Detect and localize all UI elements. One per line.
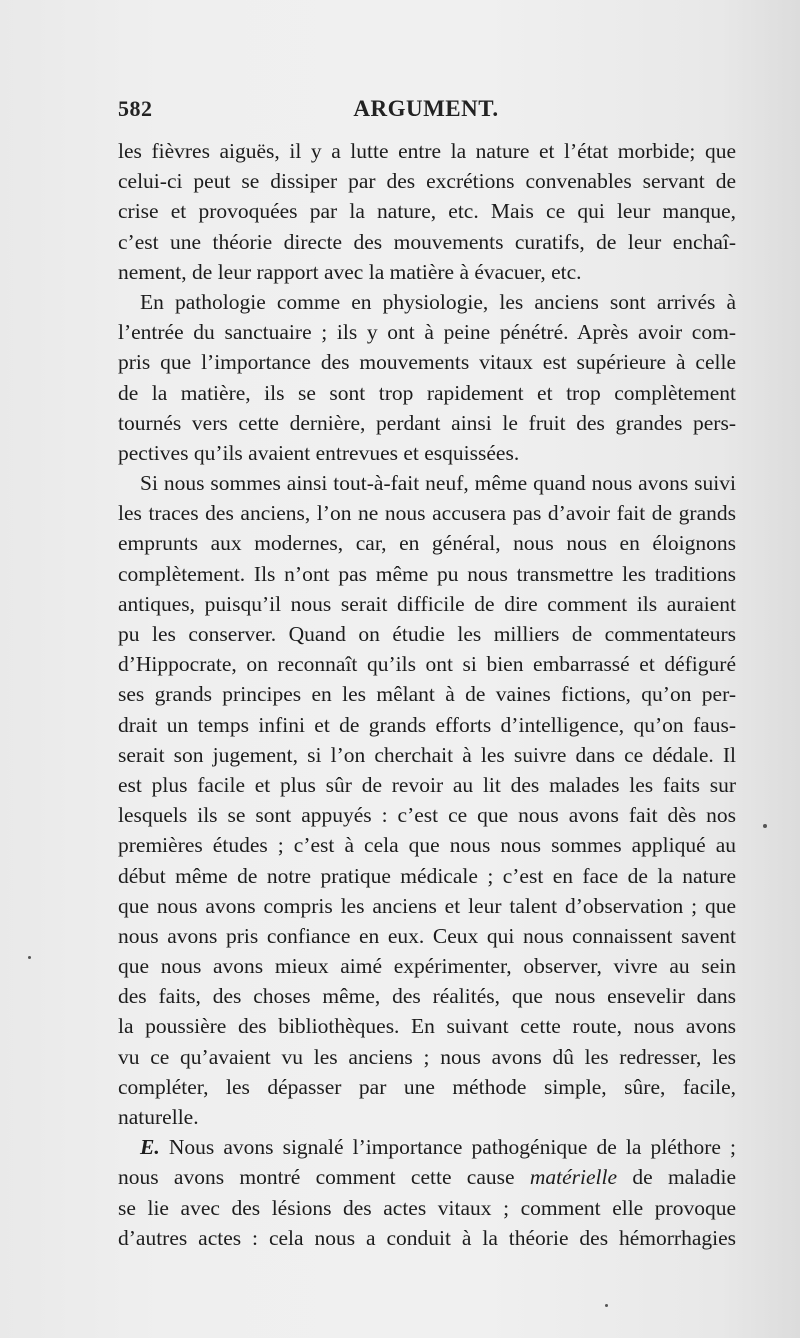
text-line: la poussière des bibliothèques. En suivant cette route, nous avons [118,1014,736,1039]
text-line: ses grands principes en les mêlant à de vaines fictions, qu’on per- [118,682,736,707]
section-label: E. [140,1135,160,1160]
text-line: tournés vers cette dernière, perdant ainsi le fruit des grandes pers- [118,410,736,435]
text-line: emprunts aux modernes, car, en général, nous nous en éloignons [118,531,736,556]
text-line: antiques, puisqu’il nous serait difficile de dire comment ils auraient [118,591,736,616]
text-line: crise et provoquées par la nature, etc. Mais ce qui leur manque, [118,199,736,224]
text-line: drait un temps infini et de grands efforts d’intelligence, qu’on faus- [118,712,736,737]
body-text [118,136,736,1253]
running-title: ARGUMENT. [353,96,499,121]
text-line: lesquels ils se sont appuyés : c’est ce que nous avons fait dès nos [118,803,736,828]
paper-speck [28,956,31,959]
text-line: c’est une théorie directe des mouvements curatifs, de leur enchaî- [118,229,736,254]
text-line: de la matière, ils se sont trop rapidement et trop complètement [118,380,736,405]
emphasis-materielle: matérielle [529,1165,618,1190]
text-line: début même de notre pratique médicale ; c’est en face de la nature [118,863,736,888]
paragraph-e-line [118,1132,736,1162]
paragraph-e-line: d’autres actes : cela nous a conduit à la théorie des hémorrhagies [118,1225,736,1250]
page-number: 582 [118,96,153,121]
text-line: pris que l’importance des mouvements vitaux est supérieure à celle [118,350,736,375]
text-line: En pathologie comme en physiologie, les anciens sont arrivés à [140,289,736,314]
text-line: nous avons pris confiance en eux. Ceux qui nous connaissent savent [118,923,736,948]
text-line: vu ce qu’avaient vu les anciens ; nous avons dû les redresser, les [118,1044,736,1069]
text-line: des faits, des choses même, des réalités, que nous ensevelir dans [118,984,736,1009]
paragraph-e-text: Nous avons signalé l’importance pathogénique de la pléthore ; [168,1135,737,1160]
text-line: compléter, les dépasser par une méthode simple, sûre, facile, [118,1074,736,1099]
paragraph-e-line [118,1162,736,1192]
text-line: est plus facile et plus sûr de revoir au lit des malades les faits sur [118,772,736,797]
paragraph-e-text: nous avons montré comment cette cause [118,1165,515,1190]
text-line: serait son jugement, si l’on cherchait à les suivre dans ce dédale. Il [118,742,736,767]
text-line: complètement. Ils n’ont pas même pu nous transmettre les traditions [118,561,736,586]
text-line: les traces des anciens, l’on ne nous accusera pas d’avoir fait de grands [118,501,736,526]
paragraph-e-text: de maladie [632,1165,736,1190]
text-line: nement, de leur rapport avec la matière à évacuer, etc. [118,259,582,284]
text-line: naturelle. [118,1105,199,1129]
text-line: pectives qu’ils avaient entrevues et esquissées. [118,440,520,465]
text-line: celui-ci peut se dissiper par des excrétions convenables servant de [118,169,736,194]
text-line: pu les conserver. Quand on étudie les milliers de commentateurs [118,622,736,646]
text-line: que nous avons mieux aimé expérimenter, observer, vivre au sein [118,954,736,979]
text-line: Si nous sommes ainsi tout-à-fait neuf, même quand nous avons suivi [140,471,736,496]
text-line: l’entrée du sanctuaire ; ils y ont à peine pénétré. Après avoir com- [118,320,736,345]
text-line: les fièvres aiguës, il y a lutte entre la nature et l’état morbide; que [118,139,736,163]
paragraph-e-line: se lie avec des lésions des actes vitaux ; comment elle provoque [118,1195,736,1220]
paper-speck [763,824,767,828]
text-line: d’Hippocrate, on reconnaît qu’ils ont si bien embarrassé et défiguré [118,652,736,677]
text-line: premières études ; c’est à cela que nous nous sommes appliqué au [118,833,736,858]
text-line: que nous avons compris les anciens et leur talent d’observation ; que [118,893,736,918]
page-header [118,96,734,130]
paper-speck [605,1304,608,1307]
